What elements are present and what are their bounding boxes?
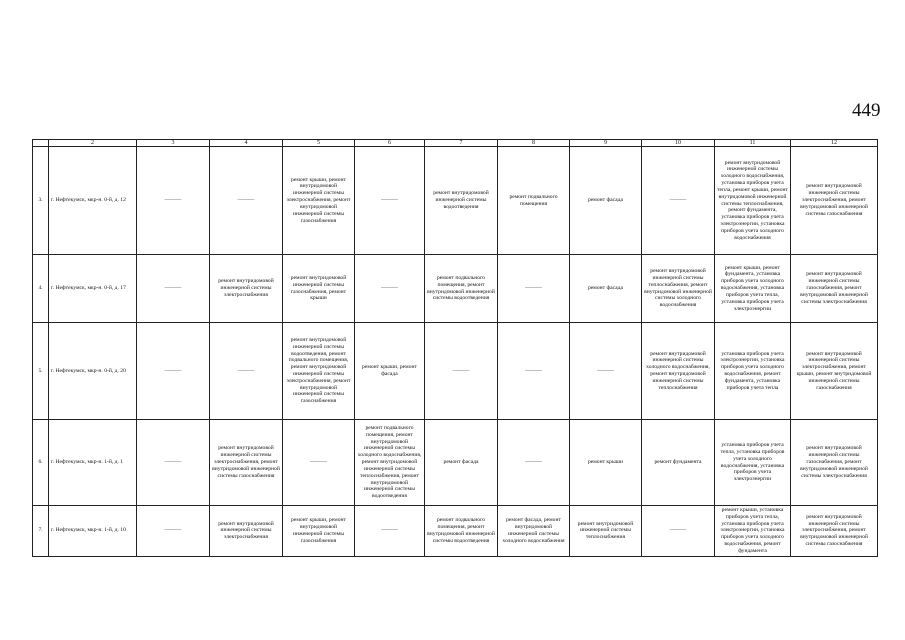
row-number: 5. xyxy=(33,323,49,420)
table-row xyxy=(33,255,878,323)
work-cell: ремонт внутридомовой инженерной системы электроснабжения xyxy=(210,506,283,557)
work-cell: ремонт крыши, ремонт фундамента, установка приборов учета холодного водоснабжения, установка приборов учета тепла, установка приборов учета электроэнергии xyxy=(715,255,791,323)
work-cell: ремонт внутридомовой инженерной системы электроснабжения, ремонт внутридомовой инженерной системы газоснабжения xyxy=(210,420,283,506)
work-cell: ремонт внутридомовой инженерной системы электроснабжения xyxy=(210,255,283,323)
address-cell: г. Нефтекумск, мкр-н. 0-й, д. 12 xyxy=(49,147,137,255)
column-header: 2 xyxy=(49,140,137,147)
work-cell: ——— xyxy=(355,506,425,557)
column-header: 4 xyxy=(210,140,283,147)
work-cell: ремонт крыши, ремонт фасада xyxy=(355,323,425,420)
column-header: 9 xyxy=(570,140,642,147)
work-cell: ——— xyxy=(355,147,425,255)
work-cell: ——— xyxy=(498,323,570,420)
work-cell: ремонт внутридомовой инженерной системы водоотведения, ремонт подвального помещения, ремонт внутридомовой инженерной системы электроснабжения, ремонт внутридомовой инженерной системы газоснабжения xyxy=(283,323,355,420)
column-header: 10 xyxy=(642,140,715,147)
column-header: 12 xyxy=(791,140,878,147)
work-cell: ремонт внутридомовой инженерной системы электроснабжения, ремонт крыши, ремонт внутридомовой инженерной системы газоснабжения xyxy=(791,323,878,420)
table-row xyxy=(33,420,878,506)
work-cell: ——— xyxy=(355,255,425,323)
work-cell: ремонт внутридомовой инженерной системы холодного водоснабжения, установка приборов учета тепла, ремонт крыши, ремонт внутридомовой инженерной системы теплоснабжения, ремонт фундамента, установка приборов учета электроэнергии, установка приборов учета холодного водоснабжения xyxy=(715,147,791,255)
work-cell: ——— xyxy=(570,323,642,420)
work-cell: ремонт фасада xyxy=(570,147,642,255)
table-row xyxy=(33,506,878,557)
column-header: 8 xyxy=(498,140,570,147)
work-cell: ремонт внутридомовой инженерной системы электроснабжения, ремонт внутридомовой инженерной системы газоснабжения xyxy=(791,147,878,255)
column-header: 7 xyxy=(425,140,498,147)
work-cell: ремонт фасада xyxy=(570,255,642,323)
table-row xyxy=(33,323,878,420)
work-cell: ремонт фасада xyxy=(425,420,498,506)
work-cell: ремонт фасада, ремонт внутридомовой инженерной системы холодного водоснабжения xyxy=(498,506,570,557)
work-cell: ремонт внутридомовой инженерной системы водоотведения xyxy=(425,147,498,255)
address-cell: г. Нефтекумск, мкр-н. 1-й, д. 10 xyxy=(49,506,137,557)
work-cell: установка приборов учета электроэнергии, установка приборов учета холодного водоснабжения, ремонт фундамента, установка приборов учета тепла xyxy=(715,323,791,420)
repair-schedule-table xyxy=(32,139,878,557)
work-cell: ремонт подвального помещения, ремонт внутридомовой инженерной системы водоотведения xyxy=(425,255,498,323)
work-cell: ремонт внутридомовой инженерной системы холодного водоснабжения, ремонт внутридомовой инженерной системы теплоснабжения xyxy=(642,323,715,420)
work-cell: ремонт крыши, ремонт внутридомовой инженерной системы газоснабжения xyxy=(283,506,355,557)
work-cell: ——— xyxy=(425,323,498,420)
row-number: 4. xyxy=(33,255,49,323)
work-cell: ——— xyxy=(642,506,715,557)
work-cell: ремонт внутридомовой инженерной системы газоснабжения, ремонт внутридомовой инженерной системы электроснабжения xyxy=(791,420,878,506)
column-number-header-row xyxy=(33,140,878,147)
table-row xyxy=(33,147,878,255)
work-cell: ——— xyxy=(137,255,210,323)
row-number: 7. xyxy=(33,506,49,557)
address-cell: г. Нефтекумск, мкр-н. 1-й, д. 1 xyxy=(49,420,137,506)
work-cell: ремонт крыши, установка приборов учета тепла, установка приборов учета электроэнергии, установка приборов учета холодного водоснабжения, ремонт фундамента xyxy=(715,506,791,557)
work-cell: ремонт внутридомовой инженерной системы теплоснабжения xyxy=(570,506,642,557)
column-header: 5 xyxy=(283,140,355,147)
row-number: 6. xyxy=(33,420,49,506)
column-header: 11 xyxy=(715,140,791,147)
column-header: 3 xyxy=(137,140,210,147)
work-cell: ——— xyxy=(210,147,283,255)
address-cell: г. Нефтекумск, мкр-н. 0-й, д. 17 xyxy=(49,255,137,323)
work-cell: ремонт внутридомовой инженерной системы электроснабжения, ремонт внутридомовой инженерной системы газоснабжения xyxy=(791,506,878,557)
page-number: 449 xyxy=(852,100,881,121)
work-cell: ремонт подвального помещения, ремонт внутридомовой инженерной системы холодного водоснабжения, ремонт внутридомовой инженерной системы теплоснабжения, ремонт внутридомовой инженерной системы водоотведения xyxy=(355,420,425,506)
work-cell: ——— xyxy=(498,255,570,323)
work-cell: ремонт крыши xyxy=(570,420,642,506)
work-cell: ремонт крыши, ремонт внутридомовой инженерной системы электроснабжения, ремонт внутридомовой инженерной системы газоснабжения xyxy=(283,147,355,255)
work-cell: ——— xyxy=(210,323,283,420)
column-header xyxy=(33,140,49,147)
work-cell: ——— xyxy=(137,506,210,557)
work-cell: ремонт внутридомовой инженерной системы газоснабжения, ремонт крыши xyxy=(283,255,355,323)
row-number: 3. xyxy=(33,147,49,255)
work-cell: ремонт фундамента xyxy=(642,420,715,506)
work-cell: ремонт подвального помещения xyxy=(498,147,570,255)
work-cell: ——— xyxy=(642,147,715,255)
address-cell: г. Нефтекумск, мкр-н. 0-й, д. 20 xyxy=(49,323,137,420)
work-cell: ремонт внутридомовой инженерной системы теплоснабжения, ремонт внутридомовой инженерной системы холодного водоснабжения xyxy=(642,255,715,323)
work-cell: ——— xyxy=(137,323,210,420)
column-header: 6 xyxy=(355,140,425,147)
work-cell: ——— xyxy=(498,420,570,506)
work-cell: ремонт внутридомовой инженерной системы газоснабжения, ремонт внутридомовой инженерной системы электроснабжения xyxy=(791,255,878,323)
work-cell: ——— xyxy=(283,420,355,506)
work-cell: ——— xyxy=(137,420,210,506)
work-cell: установка приборов учета тепла, установка приборов учета холодного водоснабжения, установка приборов учета электроэнергии xyxy=(715,420,791,506)
work-cell: ремонт подвального помещения, ремонт внутридомовой инженерной системы водоотведения xyxy=(425,506,498,557)
work-cell: ——— xyxy=(137,147,210,255)
